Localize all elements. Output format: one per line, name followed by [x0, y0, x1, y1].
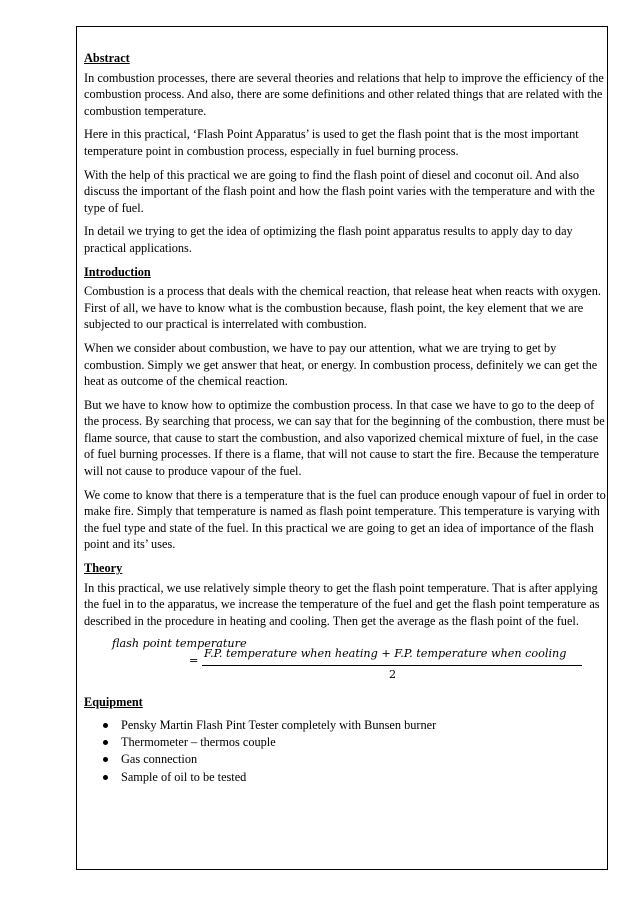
abstract-paragraph-3: With the help of this practical we are going to find the flash point of diesel and coconut oil. And also discuss the important of the flash point and how the flash point varies with the temperature and with the type of fuel. — [84, 167, 595, 215]
introduction-heading: Introduction — [84, 264, 151, 279]
equipment-list — [84, 717, 606, 786]
equipment-heading: Equipment — [84, 695, 143, 710]
document-body — [84, 50, 606, 786]
bullet-icon — [103, 723, 108, 728]
equipment-item — [100, 717, 606, 734]
abstract-paragraph-2: Here in this practical, ‘Flash Point Apparatus’ is used to get the flash point that is the most important temperature point in combustion process, especially in fuel burning process. — [84, 127, 579, 158]
formula-lhs: flash point temperature — [112, 637, 247, 651]
equipment-item — [100, 734, 606, 751]
bullet-icon — [103, 757, 108, 762]
abstract-heading: Abstract — [84, 51, 130, 65]
bullet-icon — [103, 775, 108, 780]
formula-fraction-bar — [202, 665, 582, 666]
equipment-item — [100, 769, 606, 786]
formula-denominator: 2 — [389, 668, 397, 682]
introduction-paragraph-1: Combustion is a process that deals with the chemical reaction, that release heat when reacts with oxygen. First of all, we have to know what is the combustion because, flash point, the key element that we are subjected to our practical is interrelated with combustion. — [84, 284, 601, 332]
flash-point-formula — [84, 636, 606, 690]
abstract-paragraph-4: In detail we trying to get the idea of optimizing the flash point apparatus results to apply day to day practical applications. — [84, 224, 573, 255]
equipment-item-label: Sample of oil to be tested — [121, 769, 247, 784]
abstract-paragraph-1: In combustion processes, there are several theories and relations that help to improve the efficiency of the combustion process. And also, there are some definitions and other related things that are related with the combustion temperature. — [84, 70, 604, 118]
equipment-item — [100, 751, 606, 768]
equipment-item-label: Gas connection — [121, 752, 198, 767]
bullet-icon — [103, 740, 108, 745]
formula-equals: = — [189, 654, 199, 668]
equipment-item-label: Pensky Martin Flash Pint Tester completely with Bunsen burner — [121, 718, 437, 732]
introduction-paragraph-4: We come to know that there is a temperature that is the fuel can produce enough vapour of fuel in order to make fire. Simply that temperature is named as flash point temperature. This temperature is varying with the fuel type and state of the fuel. In this practical we are going to get an idea of importance of the flash point and its’ uses. — [84, 487, 606, 552]
equipment-item-label: Thermometer – thermos couple — [121, 735, 276, 750]
theory-heading: Theory — [84, 561, 123, 576]
formula-numerator: F.P. temperature when heating + F.P. temperature when cooling — [204, 647, 567, 661]
theory-paragraph: In this practical, we use relatively simple theory to get the flash point temperature. That is after applying the fuel in to the apparatus, we increase the temperature of the fuel and get the flash point temperature as described in the procedure in heating and cooling. Then get the average as the flash point of the fuel. — [84, 580, 600, 628]
introduction-paragraph-2: When we consider about combustion, we have to pay our attention, what we are trying to get by combustion. Simply we get answer that heat, or energy. In combustion process, definitely we can get the heat as outcome of the chemical reaction. — [84, 340, 598, 389]
introduction-paragraph-3: But we have to know how to optimize the combustion process. In that case we have to go to the deep of the process. By searching that process, we can say that for the beginning of the combustion, there must be flame source, that cause to start the combustion, and also vaporized chemical mixture of fuel, in the case of fuel burning processes. If there is a flame, that will not cause to start the fire. Because the temperature will not cause to produce vapour of the fuel. — [84, 397, 605, 479]
